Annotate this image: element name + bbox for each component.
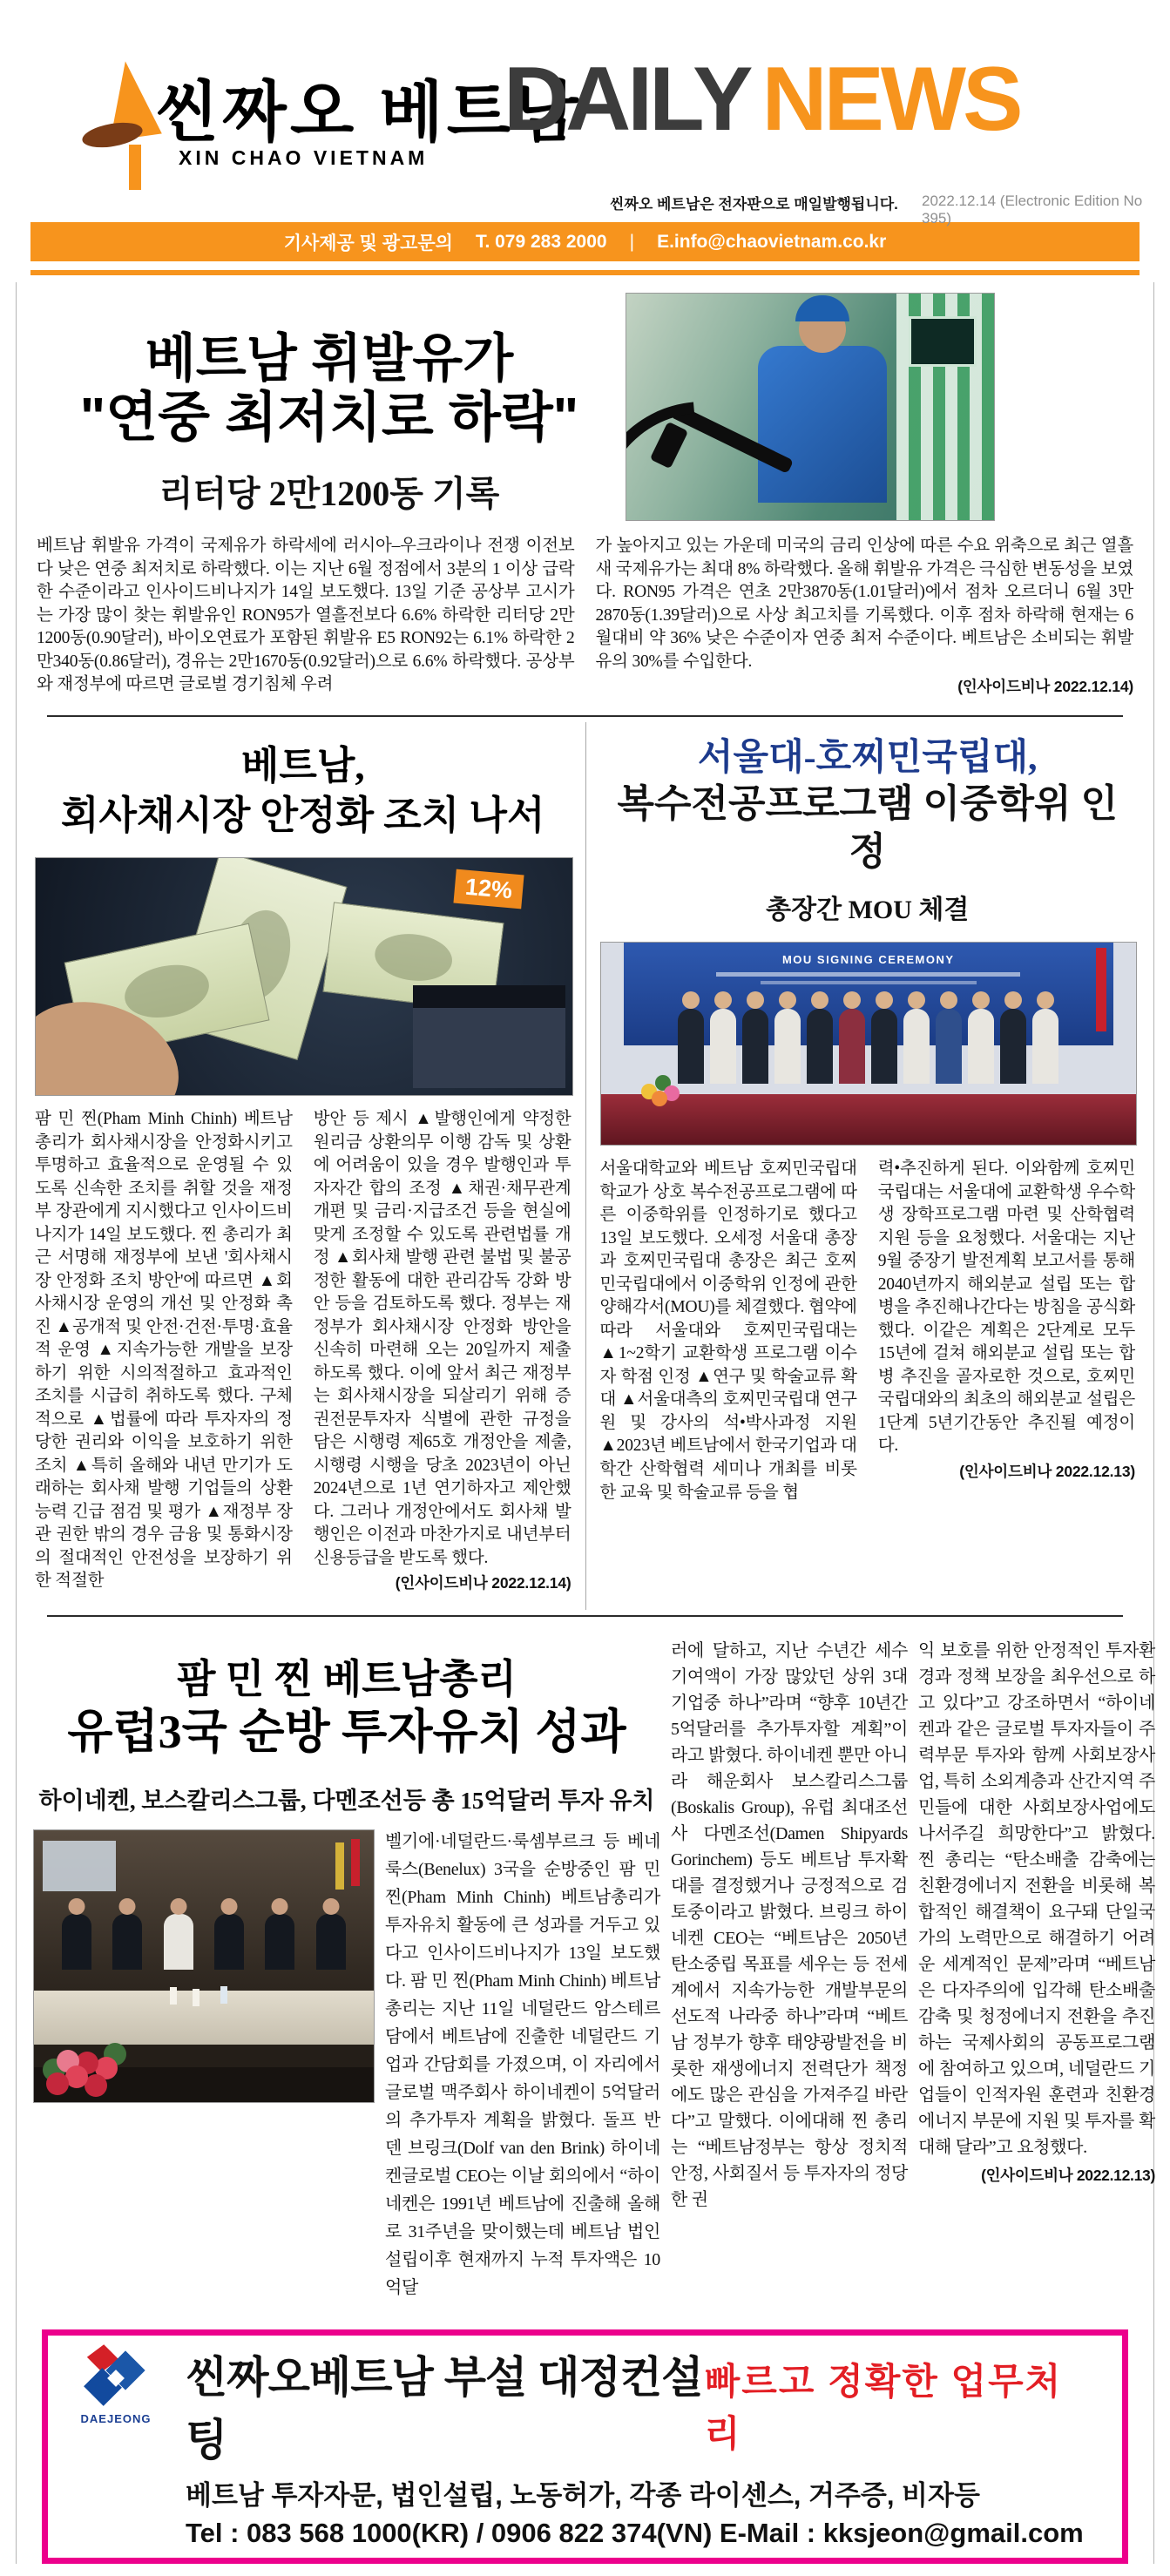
fuel-headline-line1: 베트남 휘발유가 [145,329,514,388]
article-europe [24,1622,1155,2317]
bond-body [35,1108,571,1594]
person-figure [265,1914,294,1970]
europe-headline-line2: 유럽3국 순방 투자유치 성과 [67,1706,626,1759]
fuel-headline-line2: "연중 최저치로 하락" [79,388,579,449]
conference-screen [43,1841,116,1891]
daejeong-logo-text: DAEJEONG [80,2411,152,2425]
person-figure [1000,1009,1026,1084]
logo-korean: 씬짜오 베트남 [155,76,582,150]
logo-english: XIN CHAO VIETNAM [179,146,429,169]
footer-ad-services: 베트남 투자자문, 법인설립, 노동허가, 각종 라이센스, 거주증, 비자등 [186,2479,980,2511]
fuel-pump-screen [909,316,977,367]
paper-title [504,49,1020,150]
contact-bar-wrap [0,222,1170,261]
mou-body-col2-text: 력•추진하게 된다. 이와함께 호찌민국립대는 서울대에 교환학생 우수학생 장학프로그램 마련 및 산학협력 지원 등을 요청했다. 서울대는 지난 9월 중장기 발전계획 보고서를 통해 2040년까지 해외분교 설립 또는 합병을 추진해나간다는 방침을 공식화했다. 이같은 계획은 2단계로 모두 15년에 걸쳐 해외분교 설립 또는 합병 추진을 골자로한 것으로, 호찌민국립대와의 최초의 해외분교 설립은 1단계 5년기간동안 추진될 예정이다. [877,1160,1135,1456]
person-figure [164,1914,193,1970]
europe-body-col1: 벨기에·네덜란드·룩셈부르크 등 베네룩스(Benelux) 3국을 순방중인 팜 민 찐(Pham Minh Chinh) 베트남총리가 투자유치 활동에 큰 성과를 거두고 있다고 인사이드비나지가 13일 보도했다. 팜 민 찐(Pham Minh Chinh) 베트남총리는 지난 11일 네덜란드 암스테르담에서 베트남에 진출한 네덜란드 기업과 간담회를 가졌으며, 이 자리에서 글로벌 맥주회사 하이네켄이 5억달러의 추가투자 계획을 밝혔다. 돌프 반 덴 브링크(Dolf van den Brink) 하이네켄글로벌 CEO는 이날 회의에서 “하이네켄은 1991년 베트남에 진출해 올해로 31주년을 맞이했는데 베트남 법인 설립이후 현재까지 누적 투자액은 10억달 [385,1831,660,2297]
flower-arrangement [46,2072,69,2095]
water-bottles [170,1987,177,2005]
banknote-oval [372,930,455,985]
person-figure [742,1009,768,1084]
bond-headline-line1: 베트남, [240,743,365,788]
section-divider-1 [47,715,1123,717]
mou-banner-subline2 [761,981,977,984]
footer-ad-inner [64,2343,1106,2549]
signing-table [601,1094,1137,1145]
fuel-worker-head [799,306,846,353]
person-figure [903,1009,930,1084]
footer-ad [42,2329,1128,2564]
europe-body-col2: 러에 달하고, 지난 수년간 세수 기여액이 가장 많았던 상위 3대 기업중 하나”라며 “향후 10년간 5억달러를 추가투자할 계획”이라고 밝혔다. 하이네켄 뿐만 아니라 해운회사 보스칼리스그룹(Boskalis Group), 유럽 최대조선사 다멘조선(Damen Shipyards Gorinchem) 등도 베트남 투자확대를 결정했거나 긍정적으로 검토중이라고 밝혔다. 브링크 하이네켄 CEO는 “베트남은 2050년 탄소중립 목표를 세우는 등 전세계에서 지속가능한 개발부문의 선도적 나라중 하나”라며 “베트남 정부가 향후 태양광발전을 비롯한 재생에너지 전력단가 책정에도 많은 관심을 가져주길 바란다”고 말했다. 이에대해 찐 총리는 “베트남정부는 항상 정치적 안정, 사회질서 등 투자자의 정당한 권 [671,1641,908,2210]
europe-headline-line1: 팜 민 찐 베트남총리 [177,1657,517,1702]
fuel-body-col2 [596,535,1134,698]
contact-email: E.info@chaovietnam.co.kr [657,231,887,252]
bond-headline [35,741,571,842]
daejeong-logo-block [64,2343,168,2549]
mou-headline-line1: 서울대-호찌민국립대, [697,737,1038,778]
person-figure [839,1009,865,1084]
title-daily: DAILY [504,49,750,150]
person-figure [871,1009,897,1084]
person-figure [62,1914,91,1970]
article-bond [24,722,585,1610]
mou-body-col1: 서울대학교와 베트남 호찌민국립대학교가 상호 복수전공프로그램에 따른 이중학위를 인정하기로 했다고 13일 보도했다. 오세정 서울대 총장과 호찌민국립대 총장은 최근 호찌민국립대에서 이중학위 인정에 관한 양해각서(MOU)를 체결했다. 협약에 따라 서울대와 호찌민국립대는 ▲1~2학기 교환학생 프로그램 이수자 학점 인정 ▲연구 및 학술교류 확대 ▲서울대측의 호찌민국립대 연구원 및 강사의 석•박사과정 지원 ▲2023년 베트남에서 한국기업과 대학간 산학협력 세미나 개최를 비롯한 교육 및 학술교류 등을 협 [599,1160,857,1502]
person-figure [968,1009,994,1084]
mou-headline-line2: 복수전공프로그램 이중학위 인정 [617,782,1119,874]
conference-people-row [51,1914,356,1970]
contact-separator: | [629,231,635,252]
main-content [16,282,1154,2564]
bond-photo [35,857,573,1096]
tagline: 씬짜오 베트남은 전자판으로 매일발행됩니다. [610,196,898,213]
person-figure [807,1009,833,1084]
fuel-photo [626,293,995,521]
contact-bar [30,222,1140,261]
daejeong-logo-icon [78,2346,153,2410]
fuel-subhead: 리터당 2만1200동 기록 [159,473,500,513]
laptop-shape [413,985,565,1088]
contact-phone: T. 079 283 2000 [475,231,607,252]
mou-byline: (인사이드비나 2022.12.13) [959,1462,1135,1480]
person-figure [774,1009,801,1084]
mou-photo [600,942,1138,1146]
person-figure [1032,1009,1058,1084]
europe-subhead: 하이네켄, 보스칼리스그룹, 다멘조선등 총 15억달러 투자 유치 [38,1787,655,1814]
cone-foot-shape [129,145,141,190]
orange-rule [30,270,1140,275]
foreground-shadow [34,2067,374,2102]
masthead [0,0,1170,226]
conference-photo [33,1829,375,2103]
mou-banner-text: MOU SIGNING CEREMONY [781,953,955,967]
europe-body-col3-text: 익 보호를 위한 안정적인 투자환경과 정책 보장을 최우선으로 하고 있다”고 강조하면서 “하이네켄과 같은 글로벌 투자자들이 주력부문 투자와 함께 사회보장사업, 특히 소외계층과 산간지역 주민들에 대한 사회보장사업에도 나서주길 희망한다”고 밝혔다. 찐 총리는 “탄소배출 감축에는 친환경에너지 전환을 비롯해 복합적인 해결책이 요구돼 단일국가의 노력만으로 해결하기 어려운 세계적인 문제”라며 “베트남은 다자주의에 입각해 탄소배출 감축 및 청정에너지 전환을 추진하는 국제사회의 공동프로그램에 참여하고 있으며, 네덜란드 기업들이 인적자원 훈련과 친환경에너지 부문에 지원 및 투자를 확대해 달라”고 요청했다. [918,1641,1155,2158]
fuel-body-col1: 베트남 휘발유 가격이 국제유가 하락세에 러시아–우크라이나 전쟁 이전보다 낮은 연중 최저치로 하락했다. 이는 지난 6월 정점에서 3분의 1 이상 급락한 수준이라고 인사이드비나지가 14일 보도했다. 13일 기준 공상부 고시가는 가장 많이 찾는 휘발유인 RON95가 열흘전보다 6.6% 하락한 리터당 2만1200동(0.90달러), 바이오연료가 포함된 휘발유 E5 RON92는 6.1% 하락한 2만340동(0.86달러), 경유는 2만1670동(0.92달러)으로 6.6% 하락했다. 공상부와 재정부에 따르면 글로벌 경기침체 우려 [37,537,575,694]
flower-decoration [652,1091,667,1106]
section-divider-2 [47,1615,1123,1617]
contact-label: 기사제공 및 광고문의 [283,233,453,254]
bond-body-col2-text: 방안 등 제시 ▲발행인에게 약정한 원리금 상환의무 이행 감독 및 상환에 어려움이 있을 경우 발행인과 투자자간 합의 조정 ▲채권·채무관계 개편 및 금리·지급조건 등을 현실에 맞게 조정할 수 있도록 관련법률 개정 ▲회사채 발행 관련 불법 및 불공정한 활동에 대한 관리감독 강화 방안 등을 검토하도록 했다. 정부는 재정부가 회사채시장 안정화 방안을 신속히 마련해 오는 20일까지 제출하도록 했다. 이에 앞서 최근 재정부는 회사채시장을 되살리기 위해 증권전문투자자 식별에 관한 규정을 담은 시행령 제65호 개정안을 제출, 시행령 시행을 당초 2023년이 아닌 2024년으로 1년 연기하자고 제안했다. 그러나 개정안에서도 회사채 발행인은 이전과 마찬가지로 내년부터 신용등급을 받도록 했다. [313,1110,571,1567]
bond-body-col2 [314,1108,571,1594]
bond-byline: (인사이드비나 2022.12.14) [395,1574,571,1592]
footer-ad-text [186,2343,1106,2549]
footer-ad-slogan: 빠르고 정확한 업무처리 [704,2360,1063,2454]
person-figure [214,1914,244,1970]
person-figure [316,1914,346,1970]
person-figure [936,1009,962,1084]
fuel-worker-cap [795,295,849,321]
mou-people-row [601,1009,1137,1084]
person-figure [112,1914,142,1970]
middle-section [24,722,1146,1610]
footer-ad-title: 씬짜오베트남 부설 대정컨설팅 [186,2352,703,2464]
interest-rate-badge: 12% [454,869,524,909]
conference-table [34,1991,374,2045]
conference-flags [351,1839,360,1886]
bond-headline-line2: 회사채시장 안정화 조치 나서 [61,794,545,838]
mou-body-col2 [878,1158,1135,1504]
europe-body-col3 [918,1634,1155,2302]
person-figure [710,1009,736,1084]
mou-body [600,1158,1136,1504]
fuel-byline: (인사이드비나 2022.12.14) [957,678,1133,696]
title-news: NEWS [761,49,1020,150]
fuel-body-col2-text: 가 높아지고 있는 가운데 미국의 금리 인상에 따른 수요 위축으로 최근 열흘새 국제유가는 최대 8% 하락했다. 올해 휘발유 가격은 극심한 변동성을 보였다. RON95 가격은 연초 2만3870동(1.01달러)에서 점차 오르더니 6월 3만2870동(1.39달러)으로 사상 최고치를 기록했다. 이후 점차 하락해 현재는 6월대비 약 36% 낮은 수준이자 연중 최저 수준이다. 베트남은 소비되는 휘발유의 30%를 수입한다. [595,537,1133,671]
footer-ad-title-row [186,2343,1106,2468]
bond-body-col1: 팜 민 찐(Pham Minh Chinh) 베트남 총리가 회사채시장을 안정화시키고 투명하고 효율적으로 운영될 수 있도록 신속한 조치를 취할 것을 재정부 장관에게 지시했다고 인사이드비나지가 14일 보도했다. 찐 총리가 최근 서명해 재정부에 보낸 '회사채시장 안정화 조치 방안'에 따르면 ▲회사채시장 운영의 개선 및 안정화 촉진 ▲공개적 및 안전·건전·투명·효율적 운영 ▲지속가능한 개발을 보장하기 위한 시의적절하고 효과적인 조치를 시급히 취하도록 했다. 구체적으로 ▲법률에 따라 투자자의 정당한 권리와 이익을 보호하기 위한 조치 ▲특히 올해와 내년 만기가 도래하는 회사채 발행 기업들의 상환능력 긴급 점검 및 평가 ▲재정부 장관 권한 밖의 경우 금융 및 통화시장의 절대적인 안전성을 보장하기 위한 적절한 [35,1110,293,1591]
edition-info: 2022.12.14 (Electronic Edition No 395) [922,193,1143,226]
fuel-headline-block [33,293,626,521]
article-fuel [24,282,1146,521]
person-figure [678,1009,704,1084]
fuel-body [24,521,1146,710]
mou-subhead: 총장간 MOU 체결 [766,896,970,925]
article-mou [585,722,1146,1610]
europe-headline-block [33,1634,660,1815]
europe-byline: (인사이드비나 2022.12.13) [981,2167,1155,2185]
mou-banner-subline [716,972,1020,977]
footer-ad-contact: Tel : 083 568 1000(KR) / 0906 822 374(VN) E-Mail : kksjeon@gmail.com [186,2517,1084,2548]
